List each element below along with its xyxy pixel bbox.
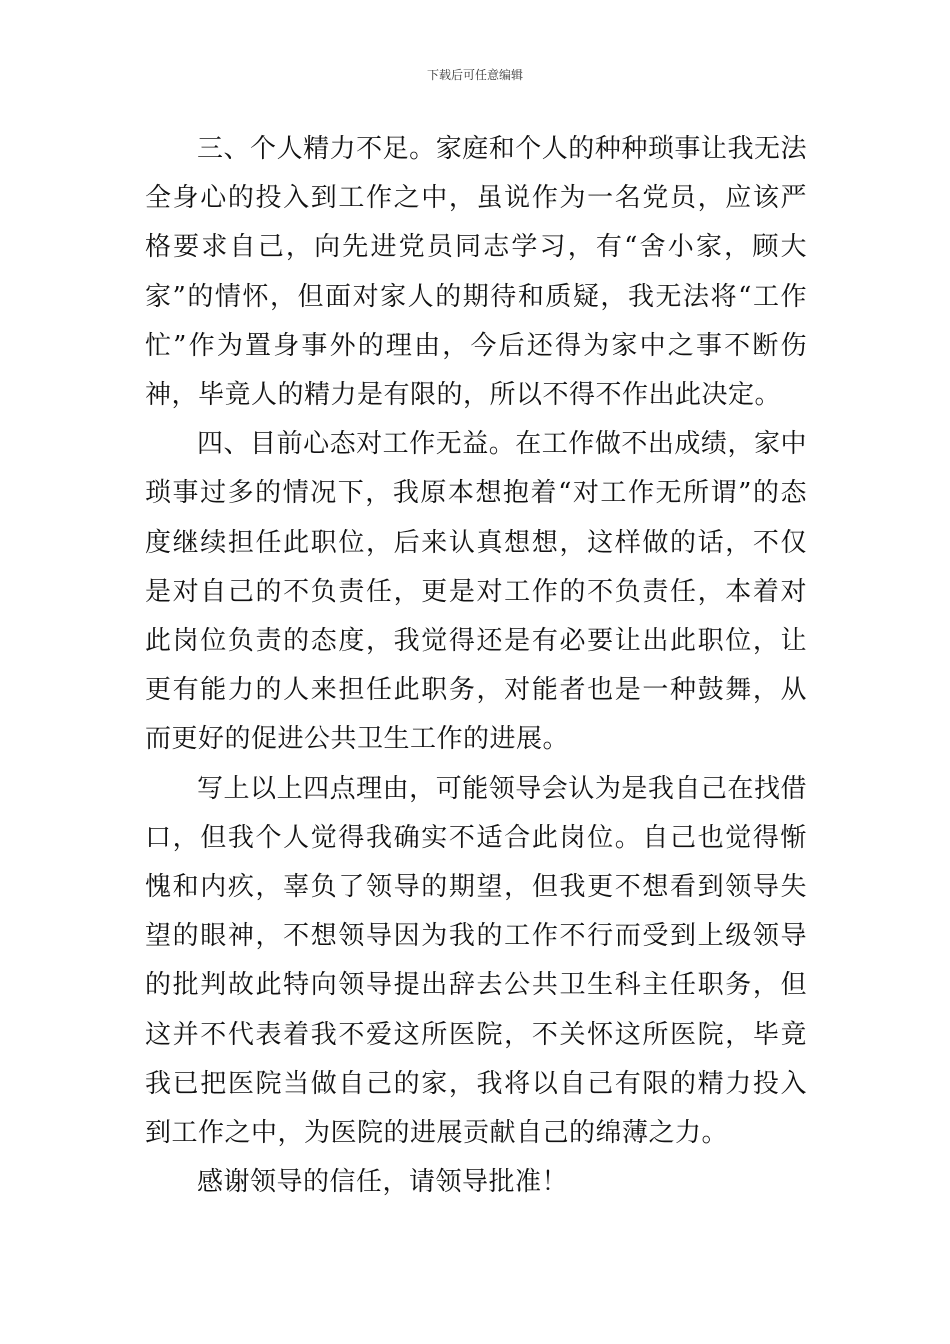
paragraph-reason-three: 三、个人精力不足。家庭和个人的种种琐事让我无法全身心的投入到工作之中，虽说作为一名党员，应该严格要求自己，向先进党员同志学习，有“舍小家，顾大家”的情怀，但面对家人的期待和质疑，我无法将“工作忙”作为置身事外的理由，今后还得为家中之事不断伤神，毕竟人的精力是有限的，所以不得不作出此决定。 (145, 134, 807, 411)
document-body (145, 125, 807, 1207)
paragraph-summary: 写上以上四点理由，可能领导会认为是我自己在找借口，但我个人觉得我确实不适合此岗位。自己也觉得惭愧和内疚，辜负了领导的期望，但我更不想看到领导失望的眼神，不想领导因为我的工作不行而受到上级领导的批判故此特向领导提出辞去公共卫生科主任职务，但这并不代表着我不爱这所医院，不关怀这所医院，毕竟我已把医院当做自己的家，我将以自己有限的精力投入到工作之中，为医院的进展贡献自己的绵薄之力。 (145, 773, 807, 1149)
paragraph-reason-four: 四、目前心态对工作无益。在工作做不出成绩，家中琐事过多的情况下，我原本想抱着“对工作无所谓”的态度继续担任此职位，后来认真想想，这样做的话，不仅是对自己的不负责任，更是对工作的不负责任，本着对此岗位负责的态度，我觉得还是有必要让出此职位，让更有能力的人来担任此职务，对能者也是一种鼓舞，从而更好的促进公共卫生工作的进展。 (145, 429, 807, 755)
paragraph-closing: 感谢领导的信任，请领导批准！ (197, 1167, 569, 1198)
page-header: 下载后可任意编辑 (426, 68, 523, 82)
